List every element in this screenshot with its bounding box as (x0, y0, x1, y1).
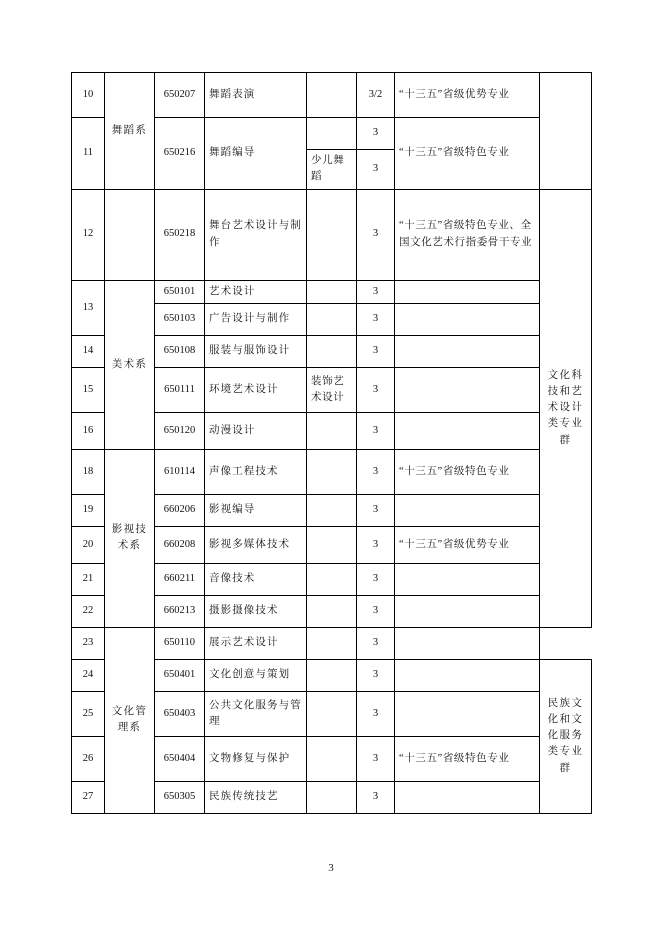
majors-table (71, 72, 592, 814)
cell-department-blank (105, 189, 155, 280)
cell-major-name: 动漫设计 (205, 412, 307, 449)
cell-remark (395, 280, 540, 303)
cell-department-fine-arts: 美术系 (105, 280, 155, 449)
cell-serial-number: 21 (72, 563, 105, 595)
cell-remark (395, 303, 540, 335)
cell-major-direction (307, 526, 357, 563)
cell-major-code: 650101 (155, 280, 205, 303)
cell-remark: “十三五”省级优势专业 (395, 73, 540, 118)
cell-study-length: 3 (357, 335, 395, 367)
cell-remark: “十三五”省级特色专业 (395, 449, 540, 494)
table-row (72, 627, 592, 659)
cell-major-code: 660208 (155, 526, 205, 563)
cell-serial-number: 23 (72, 627, 105, 659)
cell-study-length: 3 (357, 563, 395, 595)
cell-remark: “十三五”省级特色专业 (395, 736, 540, 781)
cell-study-length: 3 (357, 118, 395, 150)
cell-major-direction (307, 627, 357, 659)
cell-major-code: 660213 (155, 595, 205, 627)
cell-study-length: 3 (357, 595, 395, 627)
cell-serial-number: 11 (72, 118, 105, 190)
page-number: 3 (328, 862, 334, 874)
cell-study-length: 3 (357, 280, 395, 303)
cell-major-direction (307, 659, 357, 691)
cell-major-code: 650218 (155, 189, 205, 280)
cell-major-code: 650401 (155, 659, 205, 691)
cell-remark (395, 412, 540, 449)
cell-major-name: 艺术设计 (205, 280, 307, 303)
cell-major-name: 舞蹈编导 (205, 118, 307, 190)
cell-remark: “十三五”省级优势专业 (395, 526, 540, 563)
cell-major-name: 公共文化服务与管理 (205, 691, 307, 736)
cell-serial-number: 20 (72, 526, 105, 563)
cell-study-length: 3 (357, 691, 395, 736)
table-row (72, 73, 592, 118)
cell-serial-number: 10 (72, 73, 105, 118)
cell-major-name: 民族传统技艺 (205, 781, 307, 813)
cell-major-code: 650216 (155, 118, 205, 190)
cell-major-name: 影视多媒体技术 (205, 526, 307, 563)
cell-major-direction (307, 303, 357, 335)
cell-department-culture-mgmt: 文化管理系 (105, 627, 155, 813)
cell-major-name: 环境艺术设计 (205, 367, 307, 412)
cell-major-code: 650404 (155, 736, 205, 781)
cell-remark (395, 494, 540, 526)
cell-serial-number: 27 (72, 781, 105, 813)
cell-major-code: 650111 (155, 367, 205, 412)
cell-study-length: 3 (357, 449, 395, 494)
cell-serial-number: 25 (72, 691, 105, 736)
cell-serial-number: 12 (72, 189, 105, 280)
cell-major-direction (307, 73, 357, 118)
cell-major-code: 650305 (155, 781, 205, 813)
cell-serial-number: 13 (72, 280, 105, 335)
cell-major-direction (307, 280, 357, 303)
cell-major-name: 摄影摄像技术 (205, 595, 307, 627)
cell-major-name: 文物修复与保护 (205, 736, 307, 781)
cell-study-length: 3 (357, 659, 395, 691)
cell-major-direction (307, 781, 357, 813)
cell-major-name: 音像技术 (205, 563, 307, 595)
cell-study-length: 3 (357, 303, 395, 335)
cell-study-length: 3/2 (357, 73, 395, 118)
cell-major-code: 610114 (155, 449, 205, 494)
cell-study-length: 3 (357, 189, 395, 280)
cell-major-direction (307, 449, 357, 494)
cell-major-code: 660206 (155, 494, 205, 526)
cell-serial-number: 15 (72, 367, 105, 412)
cell-major-direction (307, 189, 357, 280)
table-row (72, 280, 592, 303)
cell-major-direction (307, 412, 357, 449)
cell-study-length: 3 (357, 736, 395, 781)
cell-major-code: 650110 (155, 627, 205, 659)
cell-remark (395, 659, 540, 691)
cell-serial-number: 14 (72, 335, 105, 367)
cell-major-direction (307, 595, 357, 627)
cell-major-direction (307, 691, 357, 736)
cell-remark (395, 335, 540, 367)
cell-major-name: 文化创意与策划 (205, 659, 307, 691)
cell-major-group-ethnic-culture: 民族文化和文化服务类专业群 (540, 659, 592, 813)
cell-serial-number: 26 (72, 736, 105, 781)
cell-major-name: 服装与服饰设计 (205, 335, 307, 367)
cell-major-direction (307, 118, 357, 150)
cell-major-code: 650207 (155, 73, 205, 118)
cell-major-group-empty (540, 73, 592, 190)
cell-study-length: 3 (357, 494, 395, 526)
table-row (72, 449, 592, 494)
cell-major-direction (307, 736, 357, 781)
table-row (72, 189, 592, 280)
cell-major-group-culture-tech: 文化科技和艺术设计类专业群 (540, 189, 592, 627)
cell-major-name: 影视编导 (205, 494, 307, 526)
cell-remark: “十三五”省级特色专业、全国文化艺术行指委骨干专业 (395, 189, 540, 280)
cell-study-length: 3 (357, 627, 395, 659)
cell-major-direction: 装饰艺术设计 (307, 367, 357, 412)
cell-serial-number: 22 (72, 595, 105, 627)
cell-major-code: 650108 (155, 335, 205, 367)
cell-major-direction: 少儿舞蹈 (307, 150, 357, 190)
cell-serial-number: 24 (72, 659, 105, 691)
cell-major-direction (307, 563, 357, 595)
cell-major-name: 舞台艺术设计与制作 (205, 189, 307, 280)
cell-serial-number: 16 (72, 412, 105, 449)
cell-department-film-tv: 影视技术系 (105, 449, 155, 627)
cell-remark (395, 627, 540, 659)
cell-remark (395, 691, 540, 736)
cell-major-name: 声像工程技术 (205, 449, 307, 494)
cell-major-code: 650403 (155, 691, 205, 736)
cell-remark (395, 595, 540, 627)
cell-major-code: 650103 (155, 303, 205, 335)
cell-major-name: 舞蹈表演 (205, 73, 307, 118)
cell-serial-number: 18 (72, 449, 105, 494)
cell-study-length: 3 (357, 526, 395, 563)
cell-remark (395, 367, 540, 412)
cell-major-direction (307, 335, 357, 367)
cell-remark (395, 563, 540, 595)
cell-study-length: 3 (357, 412, 395, 449)
cell-department-dance: 舞蹈系 (105, 73, 155, 190)
cell-study-length: 3 (357, 367, 395, 412)
cell-major-code: 660211 (155, 563, 205, 595)
cell-major-name: 广告设计与制作 (205, 303, 307, 335)
cell-study-length: 3 (357, 150, 395, 190)
cell-remark: “十三五”省级特色专业 (395, 118, 540, 190)
cell-serial-number: 19 (72, 494, 105, 526)
cell-major-direction (307, 494, 357, 526)
cell-major-name: 展示艺术设计 (205, 627, 307, 659)
cell-remark (395, 781, 540, 813)
cell-major-code: 650120 (155, 412, 205, 449)
cell-study-length: 3 (357, 781, 395, 813)
